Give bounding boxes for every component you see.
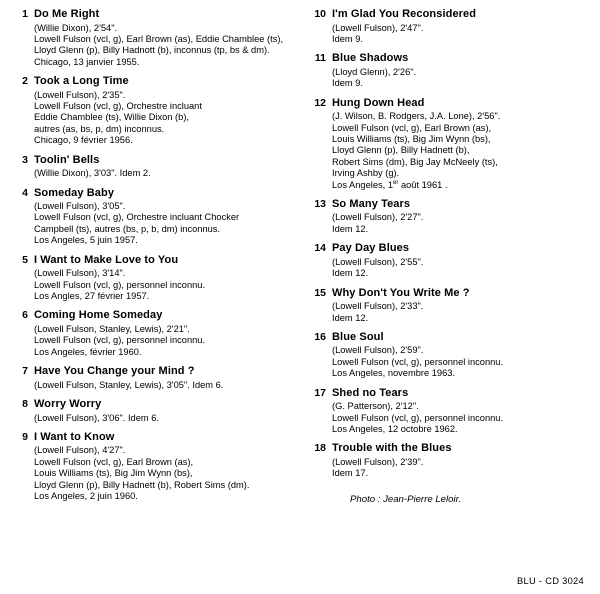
- track-item: [308, 198, 588, 235]
- track-list-left: [14, 8, 294, 509]
- track-number: 17: [314, 386, 326, 399]
- track-credits: [332, 111, 588, 191]
- track-item: [308, 287, 588, 324]
- credit-line: Idem 9.: [332, 78, 364, 89]
- track-title: I Want to Know: [34, 430, 115, 443]
- track-credits: [34, 23, 294, 69]
- track-credits: [34, 380, 294, 391]
- credit-line: Lowell Fulson (vcl, g), Orchestre incluant Chocker: [34, 212, 240, 223]
- credit-line: Los Angeles, novembre 1963.: [332, 368, 456, 379]
- credit-line: Lloyd Glenn (p), Billy Hadnett (b), Robert Sims (dm).: [34, 479, 250, 490]
- track-body: [34, 398, 294, 424]
- credit-line: Los Angeles, 1er août 1961 .: [332, 179, 448, 190]
- track-title: Someday Baby: [34, 186, 115, 199]
- track-title: Pay Day Blues: [332, 242, 410, 255]
- track-credits: [332, 301, 588, 324]
- track-item: [308, 442, 588, 479]
- track-credits: [34, 268, 294, 302]
- track-number: 7: [22, 365, 28, 378]
- credit-line: Robert Sims (dm), Big Jay McNeely (ts),: [332, 156, 498, 167]
- track-body: [34, 187, 294, 247]
- track-number: 6: [22, 309, 28, 322]
- credit-line: Los Angeles, février 1960.: [34, 346, 142, 357]
- track-body: [34, 154, 294, 180]
- track-credits: [332, 401, 588, 435]
- credit-line: (Lowell Fulson, Stanley, Lewis), 2'21".: [34, 323, 190, 334]
- track-number: 16: [314, 330, 326, 343]
- track-credits: [34, 168, 294, 179]
- credit-line: Lowell Fulson (vcl, g), Earl Brown (as),: [34, 456, 194, 467]
- credit-line: (Lowell Fulson), 3'05".: [34, 201, 126, 212]
- credit-line: Idem 9.: [332, 33, 364, 44]
- track-number: 10: [314, 8, 326, 20]
- credit-line: Lowell Fulson (vcl, g), Orchestre incluant: [34, 101, 202, 112]
- credit-line: Lowell Fulson (vcl, g), personnel inconnu.: [34, 335, 206, 346]
- track-item: [14, 309, 294, 358]
- track-body: [332, 242, 588, 279]
- track-list-right: [308, 8, 588, 505]
- credit-line: Campbell (ts), autres (bs, p, b, dm) inconnus.: [34, 223, 221, 234]
- credit-line: Idem 12.: [332, 312, 369, 323]
- credit-line: Eddie Chamblee (ts), Willie Dixon (b),: [34, 112, 189, 123]
- credit-line: (Lloyd Glenn), 2'26".: [332, 66, 417, 77]
- credit-line: (Lowell Fulson), 4'27".: [34, 445, 126, 456]
- track-body: [332, 287, 588, 324]
- credit-line: autres (as, bs, p, dm) inconnus.: [34, 123, 165, 134]
- track-item: [14, 154, 294, 180]
- track-body: [34, 309, 294, 358]
- track-number: 11: [314, 52, 326, 65]
- track-title: Hung Down Head: [332, 96, 425, 109]
- track-credits: [34, 90, 294, 147]
- credit-line: Lloyd Glenn (p), Billy Hadnott (b), inconnus (tp, bs & dm).: [34, 45, 270, 56]
- credit-line: Chicago, 9 février 1956.: [34, 135, 133, 146]
- track-item: [14, 431, 294, 503]
- track-title: Blue Shadows: [332, 52, 409, 65]
- track-credits: [34, 445, 294, 502]
- track-credits: [332, 67, 588, 90]
- track-number: 4: [22, 186, 28, 199]
- credit-line: (Lowell Fulson), 3'06". Idem 6.: [34, 412, 159, 423]
- track-columns: [14, 8, 586, 509]
- track-item: [14, 365, 294, 391]
- track-credits: [34, 324, 294, 358]
- track-item: [14, 254, 294, 303]
- credit-line: Lowell Fulson (vcl, g), Earl Brown (as),: [332, 122, 492, 133]
- credit-line: Louis Williams (ts), Big Jim Wynn (bs),: [34, 468, 193, 479]
- track-item: [308, 387, 588, 436]
- track-number: 3: [22, 153, 28, 166]
- track-number: 5: [22, 253, 28, 266]
- track-body: [34, 254, 294, 303]
- track-credits: [332, 457, 588, 480]
- track-number: 9: [22, 430, 28, 443]
- credit-line: Idem 17.: [332, 468, 369, 479]
- track-item: [308, 331, 588, 380]
- credit-line: (Willie Dixon), 2'54".: [34, 22, 118, 33]
- track-credits: [332, 345, 588, 379]
- track-body: [332, 8, 588, 45]
- credit-line: (Lowell Fulson), 2'59".: [332, 345, 424, 356]
- track-number: 12: [314, 96, 326, 109]
- track-credits: [34, 413, 294, 424]
- credit-line: Irving Ashby (g).: [332, 168, 400, 179]
- credit-line: (Lowell Fulson), 2'27".: [332, 212, 424, 223]
- track-body: [332, 52, 588, 89]
- credit-line: (Lowell Fulson, Stanley, Lewis), 3'05". Idem 6.: [34, 379, 224, 390]
- track-item: [14, 187, 294, 247]
- track-item: [308, 97, 588, 191]
- credit-line: Los Angeles, 5 juin 1957.: [34, 235, 138, 246]
- track-body: [332, 442, 588, 479]
- photo-credit: Photo : Jean-Pierre Leloir.: [350, 493, 462, 505]
- credit-line: Los Angles, 27 février 1957.: [34, 291, 150, 301]
- track-number: 13: [314, 197, 326, 210]
- track-item: [14, 75, 294, 147]
- track-title: I'm Glad You Reconsidered: [332, 8, 477, 20]
- catalog-number: BLU - CD 3024: [517, 576, 584, 586]
- track-title: Blue Soul: [332, 330, 384, 343]
- credit-line: Lowell Fulson (vcl, g), personnel inconnu.: [332, 412, 504, 423]
- track-item: [14, 8, 294, 68]
- track-title: Shed no Tears: [332, 386, 409, 399]
- track-item: [14, 398, 294, 424]
- credit-line: Chicago, 13 janvier 1955.: [34, 56, 140, 67]
- track-item: [308, 8, 588, 45]
- credit-line: Lowell Fulson (vcl, g), personnel inconnu.: [332, 356, 504, 367]
- track-title: Have You Change your Mind ?: [34, 365, 195, 378]
- track-body: [34, 365, 294, 391]
- track-title: So Many Tears: [332, 197, 411, 210]
- track-number: 14: [314, 242, 326, 255]
- credit-line: Idem 12.: [332, 223, 369, 234]
- track-item: [308, 52, 588, 89]
- track-body: [332, 97, 588, 191]
- track-title: Toolin' Bells: [34, 153, 100, 166]
- track-body: [332, 198, 588, 235]
- track-title: Worry Worry: [34, 398, 102, 411]
- track-number: 18: [314, 442, 326, 455]
- track-title: Do Me Right: [34, 8, 100, 20]
- track-body: [34, 8, 294, 68]
- credit-line: (Willie Dixon), 3'03". Idem 2.: [34, 168, 151, 179]
- credit-line: Louis Williams (ts), Big Jim Wynn (bs),: [332, 133, 491, 144]
- track-title: I Want to Make Love to You: [34, 253, 179, 266]
- credit-line: (G. Patterson), 2'12".: [332, 401, 419, 412]
- track-title: Coming Home Someday: [34, 309, 163, 322]
- track-credits: [332, 23, 588, 46]
- track-title: Took a Long Time: [34, 75, 129, 88]
- track-number: 2: [22, 75, 28, 88]
- credit-line: (J. Wilson, B. Rodgers, J.A. Lone), 2'56".: [332, 111, 501, 122]
- track-title: Trouble with the Blues: [332, 442, 452, 455]
- track-number: 8: [22, 398, 28, 411]
- track-number: 15: [314, 286, 326, 299]
- track-body: [34, 75, 294, 147]
- credit-line: Lloyd Glenn (p), Billy Hadnett (b),: [332, 145, 470, 156]
- track-body: [34, 431, 294, 503]
- track-credits: [332, 257, 588, 280]
- credit-line: Los Angeles, 12 octobre 1962.: [332, 423, 458, 434]
- track-number: 1: [22, 8, 28, 20]
- track-title: Why Don't You Write Me ?: [332, 286, 470, 299]
- credit-line: (Lowell Fulson), 2'35".: [34, 89, 126, 100]
- credit-line: Los Angeles, 2 juin 1960.: [34, 491, 138, 502]
- credit-line: (Lowell Fulson), 2'55".: [332, 256, 424, 267]
- credit-line: Lowell Fulson (vcl, g), personnel inconnu.: [34, 279, 206, 290]
- track-body: [332, 331, 588, 380]
- credit-line: (Lowell Fulson), 2'33".: [332, 301, 424, 312]
- credit-line: (Lowell Fulson), 3'14".: [34, 268, 126, 279]
- track-credits: [332, 212, 588, 235]
- track-body: [332, 387, 588, 436]
- credit-line: Lowell Fulson (vcl, g), Earl Brown (as), Eddie Chamblee (ts),: [34, 33, 284, 44]
- track-item: [308, 242, 588, 279]
- credit-line: (Lowell Fulson), 2'47".: [332, 22, 424, 33]
- credit-line: Idem 12.: [332, 268, 369, 279]
- track-credits: [34, 201, 294, 247]
- credit-line: (Lowell Fulson), 2'39".: [332, 456, 424, 467]
